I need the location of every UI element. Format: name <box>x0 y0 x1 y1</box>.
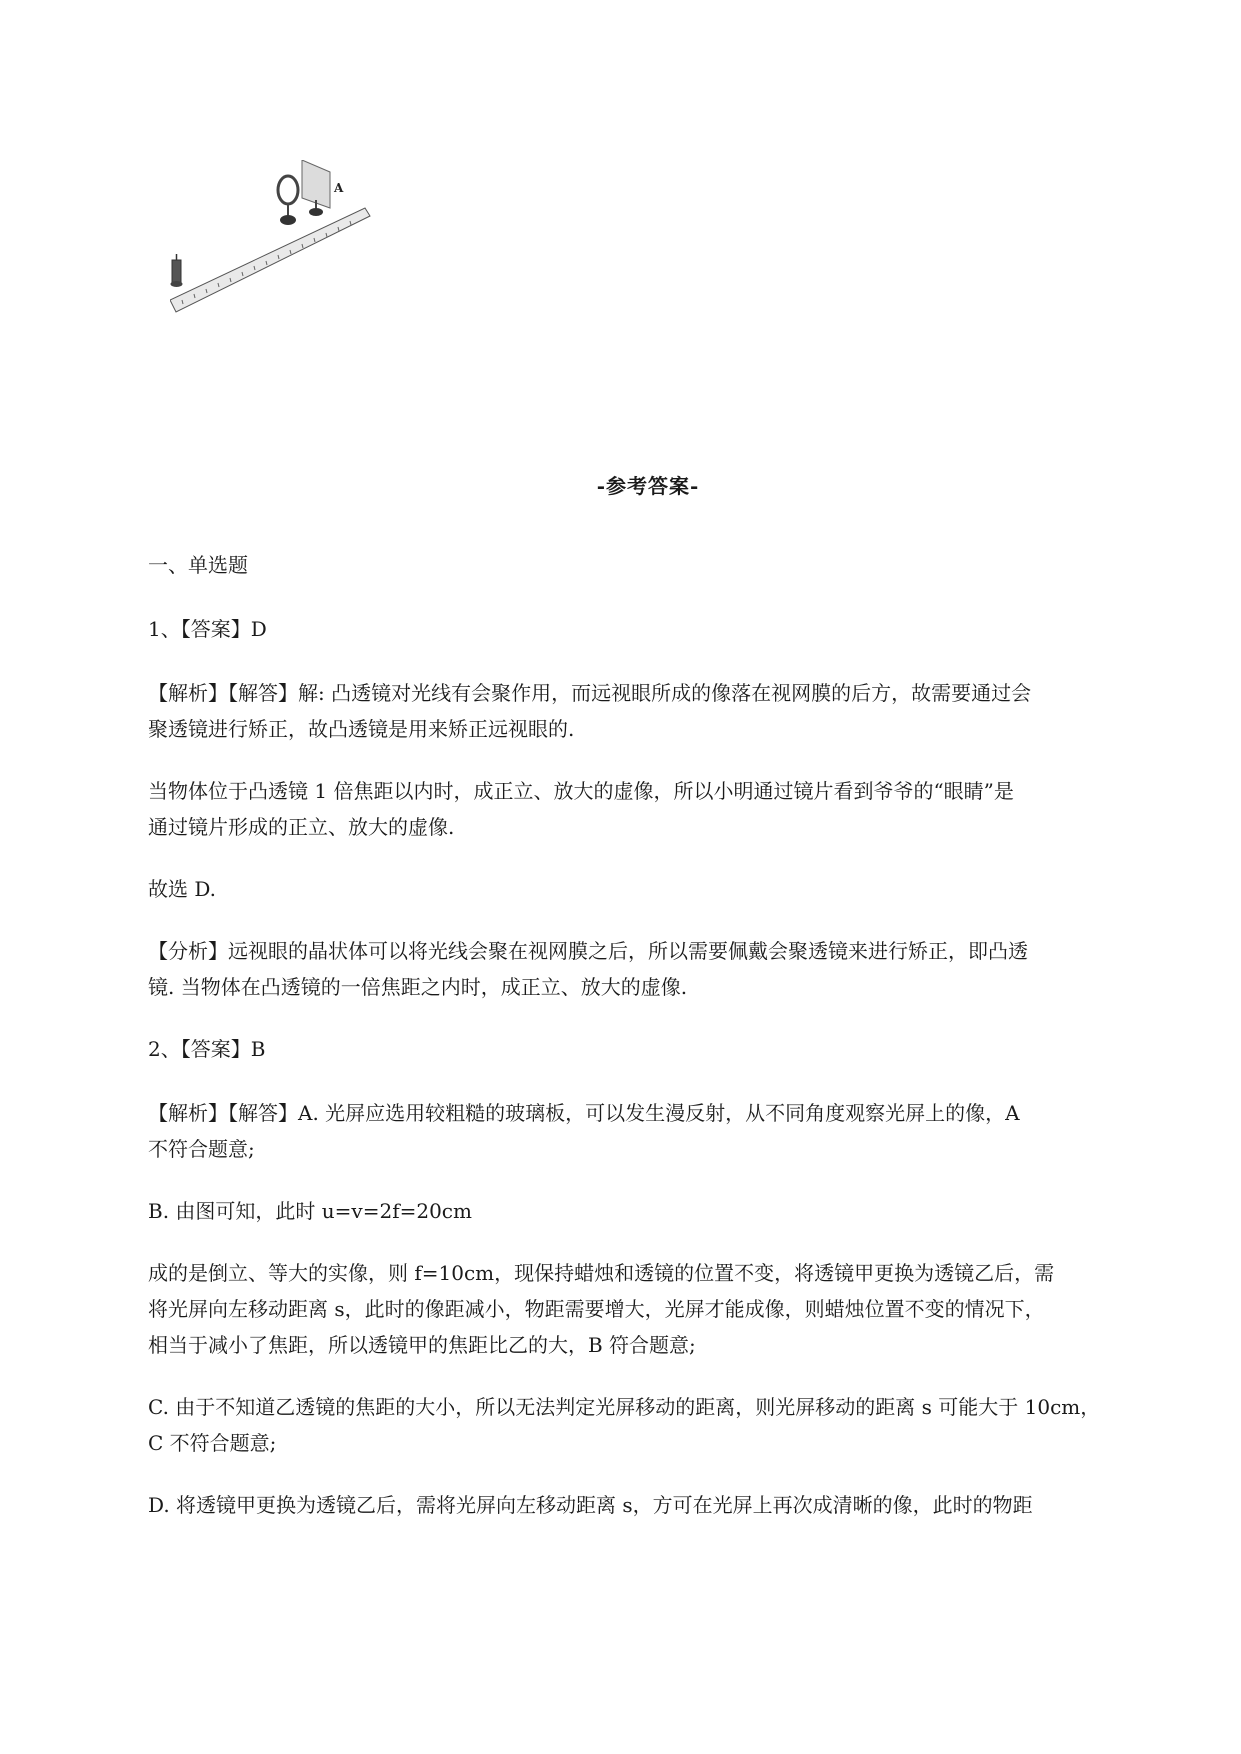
q2-para-3 <box>148 1255 1148 1363</box>
q1-line: 【分析】远视眼的晶状体可以将光线会聚在视网膜之后，所以需要佩戴会聚透镜来进行矫正，即凸透 <box>148 939 1028 963</box>
q1-para-4 <box>148 933 1148 1005</box>
q2-line: 相当于减小了焦距，所以透镜甲的焦距比乙的大，B 符合题意; <box>148 1333 696 1357</box>
section-title: 一、单选题 <box>148 553 248 577</box>
q2-line: 成的是倒立、等大的实像，则 f=10cm，现保持蜡烛和透镜的位置不变，将透镜甲更换为透镜乙后，需 <box>148 1261 1055 1285</box>
q2-para-1 <box>148 1095 1148 1167</box>
answer-section <box>148 470 1148 1549</box>
q2-line: 【解析】【解答】A. 光屏应选用较粗糙的玻璃板，可以发生漫反射，从不同角度观察光屏上的像，A <box>148 1101 1020 1125</box>
q1-line: 通过镜片形成的正立、放大的虚像. <box>148 815 455 839</box>
q1-line: 【解析】【解答】解: 凸透镜对光线有会聚作用，而远视眼所成的像落在视网膜的后方，故需要通过会 <box>148 681 1032 705</box>
q2-para-5 <box>148 1487 1148 1523</box>
q1-para-3 <box>148 871 1148 907</box>
q2-para-4 <box>148 1389 1148 1461</box>
q1-line: 当物体位于凸透镜 1 倍焦距以内时，成正立、放大的虚像，所以小明通过镜片看到爷爷的“眼睛”是 <box>148 779 1014 803</box>
optics-bench-figure <box>170 160 420 365</box>
q2-answer: 2、【答案】B <box>148 1037 266 1061</box>
q1-answer: 1、【答案】D <box>148 617 267 641</box>
q2-line: B. 由图可知，此时 u=v=2f=20cm <box>148 1199 472 1223</box>
q1-line: 镜. 当物体在凸透镜的一倍焦距之内时，成正立、放大的虚像. <box>148 975 688 999</box>
figure-label-a: A <box>334 181 344 195</box>
q2-line: 不符合题意; <box>148 1137 255 1161</box>
q1-para-1 <box>148 675 1148 747</box>
q2-line: C 不符合题意; <box>148 1431 277 1455</box>
q2-line: 将光屏向左移动距离 s，此时的像距减小，物距需要增大，光屏才能成像，则蜡烛位置不变的情况下， <box>148 1297 1045 1321</box>
q1-para-2 <box>148 773 1148 845</box>
q1-line: 聚透镜进行矫正，故凸透镜是用来矫正远视眼的. <box>148 717 575 741</box>
q2-line: D. 将透镜甲更换为透镜乙后，需将光屏向左移动距离 s，方可在光屏上再次成清晰的像，此时的物距 <box>148 1493 1033 1517</box>
q2-para-2 <box>148 1193 1148 1229</box>
q1-line: 故选 D. <box>148 877 217 901</box>
answer-heading: -参考答案- <box>596 474 700 498</box>
q2-line: C. 由于不知道乙透镜的焦距的大小，所以无法判定光屏移动的距离，则光屏移动的距离 s 可能大于 10cm， <box>148 1395 1101 1419</box>
